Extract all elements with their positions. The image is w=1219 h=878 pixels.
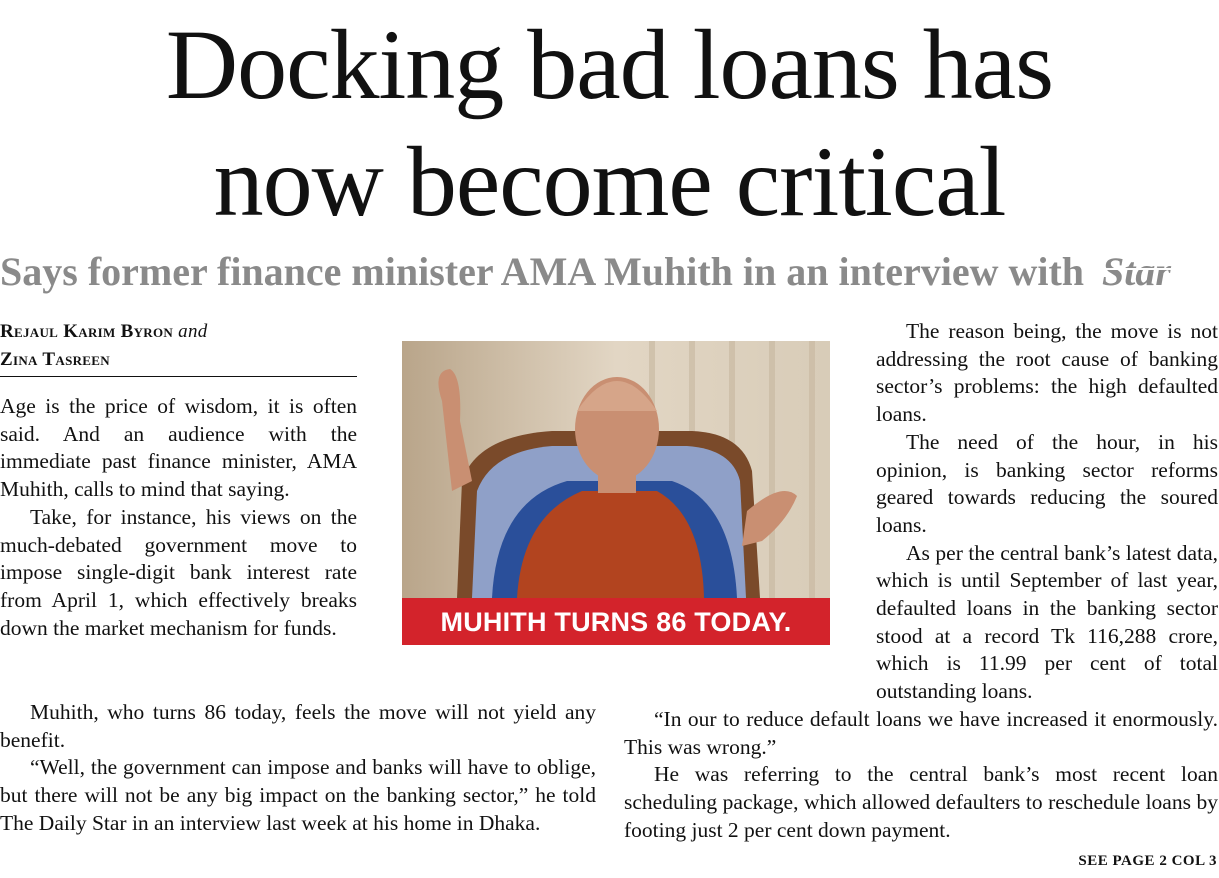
paragraph: The need of the hour, in his opinion, is banking sector reforms geared towards reducing the soured loans. [876, 429, 1218, 537]
byline-author-1: Rejaul Karim Byron [0, 321, 174, 342]
paragraph: The reason being, the move is not addressing the root cause of banking sector’s problems: the high defaulted loans. [876, 319, 1218, 427]
paragraph: “Well, the government can impose and banks will have to oblige, but there will not be any big impact on the banking sector,” he told The Daily Star in an interview last week at his home in Dhaka. [0, 755, 596, 835]
jump-line: SEE PAGE 2 COL 3 [1078, 853, 1217, 869]
deck [0, 248, 1219, 296]
byline [0, 318, 357, 374]
paragraph: Take, for instance, his views on the much-debated government move to impose single-digit bank interest rate from April 1, which effectively breaks down the market mechanism for funds. [0, 504, 357, 640]
paragraph: “In our to reduce default loans we have increased it enormously. This was wrong.” [624, 707, 1218, 759]
photo-caption: MUHITH TURNS 86 TODAY. [402, 598, 830, 645]
byline-author-2: Zina Tasreen [0, 349, 110, 370]
byline-divider [0, 376, 357, 377]
deck-text: Says former finance minister AMA Muhith in an interview with [0, 249, 1085, 294]
paragraph: Muhith, who turns 86 today, feels the move will not yield any benefit. [0, 700, 596, 752]
headline-line-1: Docking bad loans has [165, 9, 1054, 120]
paragraph: He was referring to the central bank’s most recent loan scheduling package, which allowed defaulters to reschedule loans by footing just 2 per cent down payment. [624, 762, 1218, 842]
body-column-left [0, 393, 357, 642]
photo [402, 341, 830, 645]
paragraph: As per the central bank’s latest data, which is until September of last year, defaulted loans in the banking sector stood at a record Tk 116,288 crore, which is 11.99 per cent of total outstanding loans. [876, 540, 1218, 704]
body-column-left-wide [0, 699, 596, 838]
paragraph: Age is the price of wisdom, it is often said. And an audience with the immediate past finance minister, AMA Muhith, calls to mind that saying. [0, 394, 357, 502]
headline-line-2: now become critical [213, 126, 1006, 237]
headline [0, 6, 1219, 240]
star-logo: Star [1102, 248, 1182, 296]
byline-conjunction: and [178, 321, 208, 342]
photo-of-muhith-icon [402, 341, 830, 598]
body-column-right [876, 318, 1218, 706]
body-column-right-wide [624, 706, 1218, 845]
